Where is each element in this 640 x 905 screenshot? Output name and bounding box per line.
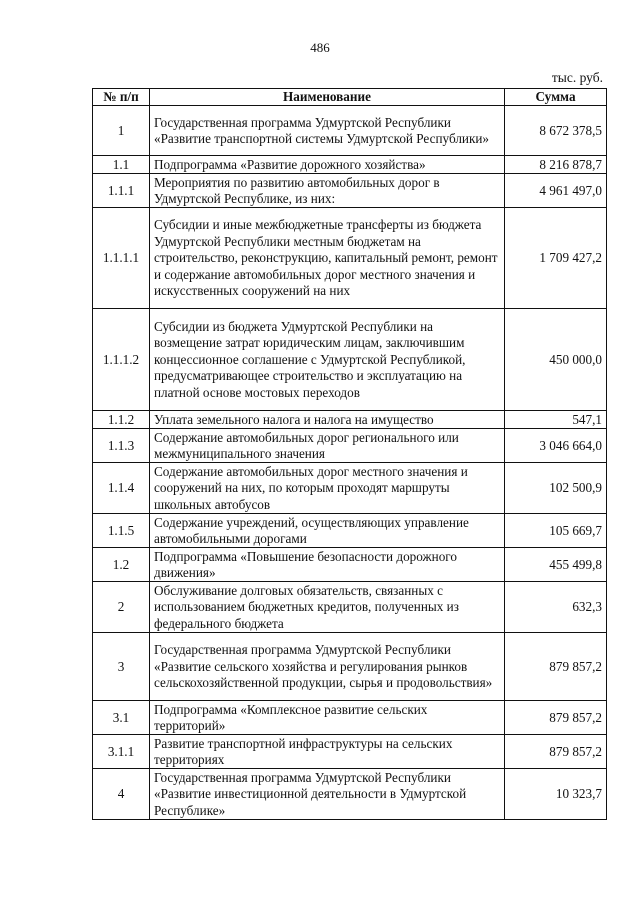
row-name: Государственная программа Удмуртской Республики «Развитие инвестиционной деятельности в Удмуртской Республике» [150,769,505,820]
row-number: 3 [93,633,150,701]
page-number: 486 [310,40,330,55]
budget-table [92,88,607,820]
row-sum: 455 499,8 [505,548,607,582]
table-row [93,174,607,208]
row-number: 2 [93,582,150,633]
row-sum: 450 000,0 [505,309,607,411]
row-name: Содержание автомобильных дорог регионального или межмуниципального значения [150,429,505,463]
row-sum: 8 672 378,5 [505,106,607,156]
table-row [93,582,607,633]
row-name: Государственная программа Удмуртской Республики «Развитие сельского хозяйства и регулирования рынков сельскохозяйственной продукции, сырья и продовольствия» [150,633,505,701]
row-sum: 3 046 664,0 [505,429,607,463]
row-sum: 4 961 497,0 [505,174,607,208]
table-row [93,548,607,582]
row-number: 3.1 [93,701,150,735]
table-row [93,701,607,735]
table-row [93,411,607,429]
row-name: Государственная программа Удмуртской Республики «Развитие транспортной системы Удмуртской Республики» [150,106,505,156]
row-number: 1.1.1.2 [93,309,150,411]
table-row [93,769,607,820]
row-sum: 879 857,2 [505,633,607,701]
header-num: № п/п [93,89,150,106]
header-name: Наименование [150,89,505,106]
table-row [93,156,607,174]
row-name: Уплата земельного налога и налога на имущество [150,411,505,429]
row-name: Подпрограмма «Развитие дорожного хозяйства» [150,156,505,174]
row-sum: 632,3 [505,582,607,633]
row-number: 1.1 [93,156,150,174]
row-name: Развитие транспортной инфраструктуры на сельских территориях [150,735,505,769]
row-name: Подпрограмма «Повышение безопасности дорожного движения» [150,548,505,582]
row-name: Обслуживание долговых обязательств, связанных с использованием бюджетных кредитов, полученных из федерального бюджета [150,582,505,633]
row-sum: 10 323,7 [505,769,607,820]
row-sum: 105 669,7 [505,514,607,548]
row-number: 1.2 [93,548,150,582]
row-number: 1.1.4 [93,463,150,514]
row-number: 1.1.3 [93,429,150,463]
row-name: Подпрограмма «Комплексное развитие сельских территорий» [150,701,505,735]
row-sum: 547,1 [505,411,607,429]
table-header-row [93,89,607,106]
row-name: Мероприятия по развитию автомобильных дорог в Удмуртской Республике, из них: [150,174,505,208]
row-sum: 102 500,9 [505,463,607,514]
table-row [93,309,607,411]
row-name: Субсидии и иные межбюджетные трансферты из бюджета Удмуртской Республики местным бюджетам на строительство, реконструкцию, капитальный ремонт, ремонт и содержание автомобильных дорог местного значения и искусственных сооружений на них [150,208,505,309]
row-number: 1.1.1.1 [93,208,150,309]
row-number: 1.1.1 [93,174,150,208]
table-row [93,633,607,701]
row-sum: 879 857,2 [505,735,607,769]
table-row [93,514,607,548]
table-row [93,106,607,156]
row-name: Субсидии из бюджета Удмуртской Республики на возмещение затрат юридическим лицам, заключившим концессионное соглашение с Удмуртской Республикой, предусматривающее строительство и эксплуатацию на платной основе мостовых переходов [150,309,505,411]
table-row [93,735,607,769]
row-number: 4 [93,769,150,820]
row-sum: 1 709 427,2 [505,208,607,309]
row-number: 1 [93,106,150,156]
header-sum: Сумма [505,89,607,106]
row-number: 1.1.5 [93,514,150,548]
row-name: Содержание учреждений, осуществляющих управление автомобильными дорогами [150,514,505,548]
row-sum: 8 216 878,7 [505,156,607,174]
row-number: 1.1.2 [93,411,150,429]
currency-units: тыс. руб. [551,70,603,85]
table-row [93,463,607,514]
table-row [93,429,607,463]
row-sum: 879 857,2 [505,701,607,735]
row-name: Содержание автомобильных дорог местного значения и сооружений на них, по которым проходят маршруты школьных автобусов [150,463,505,514]
table-row [93,208,607,309]
row-number: 3.1.1 [93,735,150,769]
